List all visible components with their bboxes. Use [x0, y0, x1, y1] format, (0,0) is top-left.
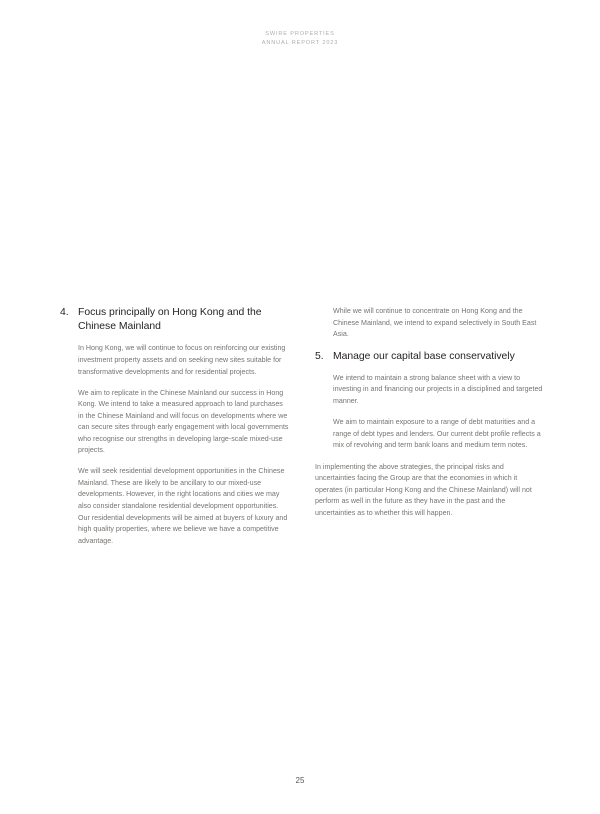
- section-heading-5: [315, 350, 544, 364]
- section-number-4: 4.: [60, 307, 69, 318]
- right-column: [315, 306, 544, 547]
- running-header: [0, 30, 600, 48]
- paragraph: We aim to replicate in the Chinese Mainland our success in Hong Kong. We intend to take a measured approach to land purchases in the Chinese Mainland and will focus on developments where we can secure sites through early engagement with local governments who recognise our strengths in developing large-scale mixed-use projects.: [78, 388, 289, 455]
- paragraph: We aim to maintain exposure to a range of debt maturities and a range of debt types and lenders. Our current debt profile reflects a mix of revolving and term bank loans and medium term notes.: [333, 417, 541, 450]
- paragraph: We intend to maintain a strong balance sheet with a view to investing in and financing our projects in a disciplined and targeted manner.: [333, 373, 543, 405]
- running-header-company: SWIRE PROPERTIES: [265, 31, 335, 37]
- running-header-report: ANNUAL REPORT 2023: [261, 40, 339, 47]
- section-title-4: Focus principally on Hong Kong and the Chinese Mainland: [78, 307, 262, 333]
- section-4-body: [60, 343, 289, 547]
- section-number-5: 5.: [315, 350, 324, 362]
- left-column: [60, 306, 289, 547]
- section-5-body: [315, 373, 544, 452]
- spacer: [315, 341, 544, 350]
- paragraph: In Hong Kong, we will continue to focus on reinforcing our existing investment property assets and on seeking new sites suitable for transformative developments and for residential projects.: [78, 344, 286, 376]
- section-title-5: Manage our capital base conservatively: [333, 350, 515, 362]
- paragraph: While we will continue to concentrate on Hong Kong and the Chinese Mainland, we intend to expand selectively in South East Asia.: [333, 307, 537, 339]
- section-4-continued-body: [315, 306, 544, 341]
- closing-body: [315, 462, 544, 520]
- paragraph: In implementing the above strategies, the principal risks and uncertainties facing the Group are that the economies in which it operates (in particular Hong Kong and the Chinese Mainland) will not perform as well in the future as they have in the past and the uncertainties as to whether this will happen.: [315, 462, 532, 517]
- paragraph: We will seek residential development opportunities in the Chinese Mainland. These are likely to be ancillary to our mixed-use developments. However, in the right locations and cities we may also consider standalone residential development opportunities. Our residential developments will be aimed at buyers of luxury and high quality properties, where we believe we have a competitive advantage.: [78, 467, 288, 545]
- two-column-layout: [60, 306, 544, 547]
- section-heading-4: [60, 306, 289, 334]
- spacer: [315, 452, 544, 462]
- page-number: 25: [295, 776, 305, 785]
